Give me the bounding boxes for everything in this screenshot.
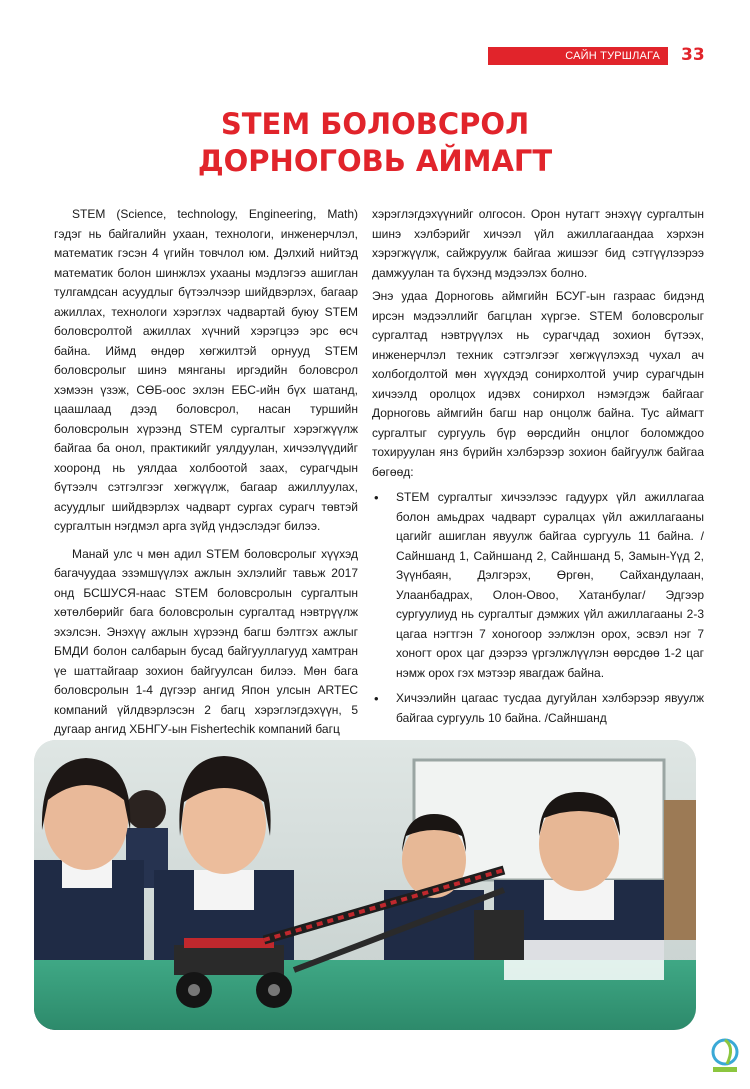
magazine-logo-icon bbox=[705, 1035, 745, 1075]
bullet-list bbox=[372, 488, 704, 728]
right-text-column bbox=[372, 205, 704, 728]
left-paragraph-1: STEM (Science, technology, Engineering, Math) гэдэг нь байгалийн ухаан, технологи, инженерчлэл, математик гэсэн 4 үгийн товчлол юм. Дэлхий нийтэд математик болон шинжлэх ухааны мэдлэгээ ашиглан тулгамдсан асуудлыг бүтээлчээр шийдвэрлэх, багаар ажиллах, технологи хэрэглэх чадвартай буюу STEM боловсролтой ажиллах хүчний хэрэгцээ эрс өсч байна. Иймд өндөр хөгжилтэй орнууд STEM боловсролыг шинэ мянганы иргэдийн боловсрол хэмээн үзэж, СӨБ-оос эхлэн ЕБС-ийн бүх шатанд, цаашлаад дээд боловсрол, насан туршийн боловсролын хүрээнд STEM сургалтыг хэрэгжүүлж байгаа ба онол, практикийг уялдуулан, хичээлүүдийг хооронд нь уялдаа холбоотой заах, сурагчдын бүтээлч сэтгэлгээг хөгжүүлж, багаар ажиллуулах, асуудлыг шийдвэрлэх чадварт сургах сурагч төвтэй сургалтын нэгдмэл арга зүйд үндэслэдэг билээ. bbox=[54, 207, 358, 533]
left-text-column bbox=[54, 205, 358, 740]
page-number: 33 bbox=[681, 45, 705, 65]
article-title bbox=[0, 106, 750, 180]
classroom-photo-illustration bbox=[34, 740, 696, 1030]
section-label: САЙН ТУРШЛАГА bbox=[488, 47, 668, 65]
bullet-item-2: • Хичээлийн цагаас тусдаа дугуйлан хэлбэрээр явуулж байгаа сургууль 10 байна. /Сайншанд bbox=[396, 689, 704, 728]
left-paragraph-2: Манай улс ч мөн адил STEM боловсролыг хүүхэд багачуудаа эзэмшүүлэх ажлын эхлэлийг тавьж 2017 онд БСШУСЯ-наас STEM боловсролын сургалтын хөтөлбөрийг бага боловсролын сургалтад нэвтрүүлж эхэлсэн. Энэхүү ажлын хүрээнд багш бэлтгэх ажлыг БМДИ болон салбарын бусад байгууллагууд хамтран үе шаттайгаар зохион байгуулсан билээ. Мөн бага боловсролын 1-4 дүгээр ангид Япон улсын ARTEC компаний үйлдвэрлэсэн 2 багц хэрэглэгдэхүүн, 5 дугаар ангид ХБНГУ-ын Fishertechik компаний багц bbox=[54, 546, 358, 736]
article-title-line-1: STEM БОЛОВСРОЛ bbox=[220, 107, 530, 141]
bullet-item-1: • STEM сургалтыг хичээлээс гадуурх үйл ажиллагаа болон амьдрах чадварт суралцах үйл ажиллагааны цагийг ашиглан явуулж байгаа сургууль 11 байна. /Сайншанд 1, Сайншанд 2, Сайншанд 5, Замын-Үүд 2, Зүүнбаян, Дэлгэрэх, Өргөн, Сайхандулаан, Улаанбадрах, Олон-Овоо, Хатанбулаг/ Эдгээр сургуулиуд нь сургалтыг дэмжих үйл ажиллагааны 2-3 цагаа нэгтгэн 7 хоногоор ээлжлэн орох, эсвэл нэг 7 хоногт орох цаг дээрээ үргэлжлүүлэн өөрсдөө 1-2 цаг нэмж орох гэх мэтээр явагдаж байна. bbox=[396, 488, 704, 683]
right-paragraph-2: Энэ удаа Дорноговь аймгийн БСУГ-ын газраас бидэнд ирсэн мэдээллийг багцлан хүргэе. STEM боловсролыг сургалтад нэвтрүүлэх нь сурагчдад зохион бүтээх, инженерчлэл техник сэтгэлгээг хөгжүүлэхэд чухал ач холбогдолтой мөн хүүхдэд сонирхолтой учир сурагчдын хичээлд оролцох идэвх сонирхол нэмэгдэж байгааг Дорноговь аймгийн багш нар онцолж байна. Тус аймагт сургалтыг сургууль бүр өөрсдийн онцлог боломждоо тохируулан янз бүрийн хэлбэрээр зохион байгуулж байгаа бөгөөд: bbox=[372, 289, 704, 479]
article-title-line-2: ДОРНОГОВЬ АЙМАГТ bbox=[197, 144, 553, 178]
classroom-photo bbox=[34, 740, 696, 1030]
right-paragraph-1: хэрэглэгдэхүүнийг олгосон. Орон нутагт энэхүү сургалтын шинэ хэлбэрийг хичээл үйл ажиллагаандаа хэрхэн хэрэгжүүлж, сайжруулж байгаа жишээг бид сэтгүүлээрээ дамжуулан та бүхэнд мэдээлэх болно. bbox=[372, 207, 704, 280]
